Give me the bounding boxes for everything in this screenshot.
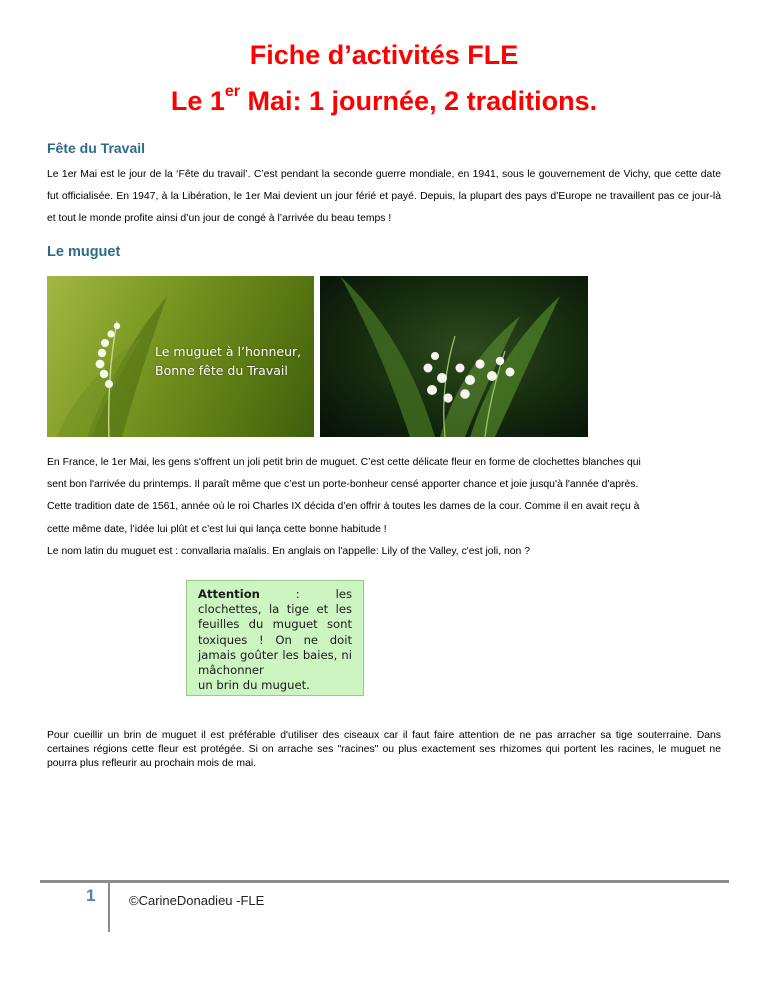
attention-text-last-line: un brin du muguet.: [198, 678, 310, 693]
footer-divider: [108, 880, 110, 932]
attention-box: [186, 580, 364, 696]
subtitle-suffix: Mai: 1 journée, 2 traditions.: [240, 86, 598, 116]
footer-copyright: ©CarineDonadieu -FLE: [129, 893, 265, 908]
attention-text: : les clochettes, la tige et les feuilles du muguet sont toxiques ! On ne doit jamais goûter les baies, ni mâchonner: [198, 587, 352, 678]
muguet-text-line: Cette tradition date de 1561, année où le roi Charles IX décida d’en offrir à toutes les dames de la cour. Comme il en avait reçu à: [47, 501, 640, 513]
paragraph-cueillir-muguet: Pour cueillir un brin de muguet il est préférable d'utiliser des ciseaux car il faut faire attention de ne pas arracher sa tige souterraine. Dans certaines régions cette fleur est protégée. Si on arrache ses "racines" ou plus exactement ses rhizomes qui portent les racines, le muguet ne pourra plus refleurir au prochain mois de mai.: [47, 730, 721, 769]
muguet-text-line: sent bon l'arrivée du printemps. Il paraît même que c’est un porte-bonheur censé apporter chance et joie jusqu'à l'année d'après.: [47, 479, 639, 491]
muguet-text-line: En France, le 1er Mai, les gens s'offrent un joli petit brin de muguet. C’est cette délicate fleur en forme de clochettes blanches qui: [47, 457, 641, 468]
page-number: 1: [86, 886, 96, 905]
muguet-text-line: cette même date, l’idée lui plût et c’est lui qui lança cette bonne habitude !: [47, 523, 387, 535]
attention-label: Attention: [198, 587, 260, 601]
caption-line-2: Bonne fête du Travail: [155, 363, 288, 378]
footer-rule: [40, 880, 729, 883]
caption-line-1: Le muguet à l’honneur,: [155, 344, 302, 359]
paragraph-fete-du-travail: Le 1er Mai est le jour de la ‘Fête du travail’. C’est pendant la seconde guerre mondiale, en 1941, sous le gouvernement de Vichy, que cette date fut officialisée. En 1947, à la Libération, le 1er Mai devient un jour férié et payé. Depuis, la plupart des pays d’Europe ne travaillent pas ce jour-là et tout le monde profite ainsi d’un jour de congé à l’arrivée du beau temps !: [47, 169, 721, 225]
muguet-photo: [320, 276, 588, 437]
document-title: Fiche d’activités FLE: [249, 40, 519, 70]
subtitle-superscript: er: [224, 83, 241, 100]
muguet-text-line: Le nom latin du muguet est : convallaria maïalis. En anglais on l'appelle: Lily of the Valley, c'est joli, non ?: [47, 545, 530, 557]
paragraph-le-muguet: [47, 452, 721, 563]
document-subtitle: [0, 83, 768, 117]
section-heading-fete-du-travail: Fête du Travail: [47, 140, 146, 156]
image-caption: [155, 342, 301, 380]
section-heading-le-muguet: Le muguet: [47, 244, 121, 260]
subtitle-prefix: Le 1: [170, 86, 225, 116]
muguet-illustration-2: [320, 276, 588, 437]
muguet-greeting-image: [47, 276, 314, 437]
